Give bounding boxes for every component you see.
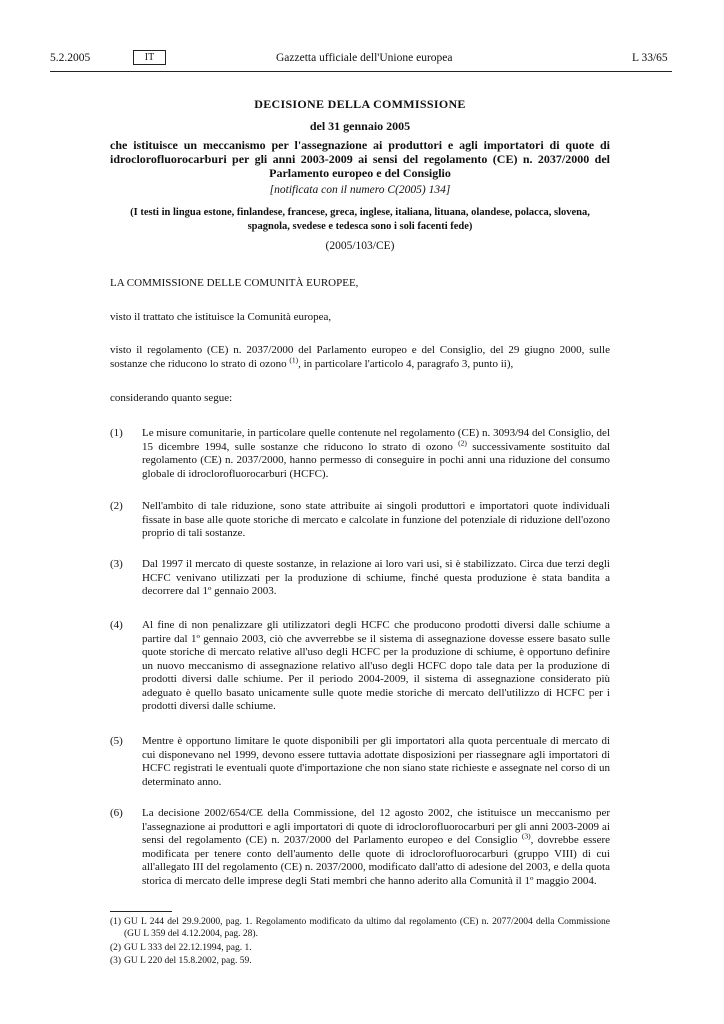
recital-1 [110,427,610,481]
footnote-number: (1) [110,917,122,927]
recital-2 [110,500,610,541]
regulation-citation: visto il regolamento (CE) n. 2037/2000 del Parlamento europeo e del Consiglio, del 29 giugno 2000, sulle sostanze che riducono lo strato di ozono $^{(1)}$, in particolare l'articolo 4, paragrafo 3, punto ii), [110,344,610,370]
recital-5 [110,735,610,789]
recital-number: (4) [110,619,123,631]
decision-subject: che istituisce un meccanismo per l'assegnazione ai produttori e agli importatori di quote di idroclorofluorocarburi per gli anni 2003-2009 ai sensi del regolamento (CE) n. 2037/2000 del Parlamento europeo e del Consiglio [110,138,610,180]
footnote-3 [110,955,610,967]
recital-number: (6) [110,807,123,819]
recital-6 [110,807,610,888]
journal-title: Gazzetta ufficiale dell'Unione europea [276,52,453,64]
decision-title: DECISIONE DELLA COMMISSIONE [254,97,466,111]
recital-text: La decisione 2002/654/CE della Commissione, del 12 agosto 2002, che istituisce un meccanismo per l'assegnazione ai produttori e agli importatori di quote di idroclorofluorocarburi per gli anni 2003-2009 ai sensi del regolamento (CE) n. 2037/2000 del Parlamento europeo e del Consiglio $^{(3)}$, dovrebbe essere modificata per tenere conto dell'aumento delle quote di idroclorofluorocarburi (gruppo VIII) di cui all'allegato III del regolamento (CE) n. 2037/2000, modificato dall'atto di adesione del 2003, e della quota storica di mercato delle imprese degli Stati membri che hanno aderito alla Comunità il 1º maggio 2004. [142,807,610,887]
publication-date: 5.2.2005 [50,52,91,64]
notification-number: [notificata con il numero C(2005) 134] [269,184,451,196]
recital-number: (5) [110,735,123,747]
footnote-ref: (3) [521,831,531,841]
considering-line: considerando quanto segue: [110,392,233,404]
footnote-number: (3) [110,956,122,966]
footnote-number: (2) [110,943,122,953]
footnote-ref: (2) [458,437,467,447]
footnote-text: GU L 220 del 15.8.2002, pag. 59. [124,956,252,966]
recital-4 [110,619,610,714]
decision-date: del 31 gennaio 2005 [309,119,411,133]
recital-number: (3) [110,558,123,570]
footnote-1 [110,916,610,940]
header-rule [50,71,672,72]
recital-text: Le misure comunitarie, in particolare quelle contenute nel regolamento (CE) n. 3093/94 del Consiglio, del 15 dicembre 1994, sulle sostanze che riducono lo strato di ozono $^{(2)}$ successivamente sostituito dal regolamento (CE) n. 2037/2000, hanno permesso di conseguire in pochi anni una riduzione del consumo globale di idroclorofluorocarburi (HCFC). [142,427,611,480]
recital-text: Mentre è opportuno limitare le quote disponibili per gli importatori alla quota percentuale di mercato di cui disponevano nel 1999, devono essere tuttavia adottate disposizioni per riassegnare agli importatori di HCFC registrati le eventuali quote d'importazione che non siano state richieste e assegnate nel corso di un determinato anno. [142,735,610,788]
page-number: L 33/65 [632,52,668,64]
footnote-text: GU L 333 del 22.12.1994, pag. 1. [124,943,252,953]
footnote-rule [110,911,172,912]
footnote-ref: (1) [289,354,299,364]
recital-number: (1) [110,427,123,439]
language-code-box: IT [133,50,166,65]
footnote-2 [110,942,610,954]
page-header [0,52,724,72]
recital-text: Nell'ambito di tale riduzione, sono state attribuite ai singoli produttori e importatori quote individuali fissate in base alle quote storiche di mercato e calcolate in funzione del potenziale di riduzione dell'ozono proprio di tali sostanze. [142,500,610,539]
recital-3 [110,558,610,599]
recital-number: (2) [110,500,123,512]
recital-text: Al fine di non penalizzare gli utilizzatori degli HCFC che producono prodotti diversi dalle schiume a partire dal 1º gennaio 2003, ciò che avverrebbe se il sistema di assegnazione dovesse essere basato sulle quote storiche di mercato relative all'uso degli HCFC per la produzione di schiume, è opportuno definire un nuovo meccanismo di assegnazione relativo all'uso degli HCFC dopo tale data per la produzione di prodotti diversi dalle schiume. Per il periodo 2004-2009, il sistema di assegnazione considerato più adeguato è quello basato unicamente sulle quote medie storiche di mercato dell'utilizzo di HCFC per i prodotti diversi dalle schiume. [142,619,610,712]
footnote-text: GU L 244 del 29.9.2000, pag. 1. Regolamento modificato da ultimo dal regolamento (CE) n. 2077/2004 della Commissione (GU L 359 del 4.12.2004, pag. 28). [124,917,610,939]
decision-reference: (2005/103/CE) [325,240,395,252]
authority-line: LA COMMISSIONE DELLE COMUNITÀ EUROPEE, [110,277,359,289]
authentic-languages: (I testi in lingua estone, finlandese, francese, greca, inglese, italiana, lituana, olandese, polacca, slovena, spagnola, svedese e tedesca sono i soli facenti fede) [130,207,590,232]
treaty-citation: visto il trattato che istituisce la Comunità europea, [110,311,332,323]
recital-text: Dal 1997 il mercato di queste sostanze, in relazione ai loro vari usi, si è stabilizzato. Circa due terzi degli HCFC venivano utilizzati per la produzione di schiume, finché questa produzione è stata bandita a decorrere dal 1º gennaio 2003. [142,558,610,597]
